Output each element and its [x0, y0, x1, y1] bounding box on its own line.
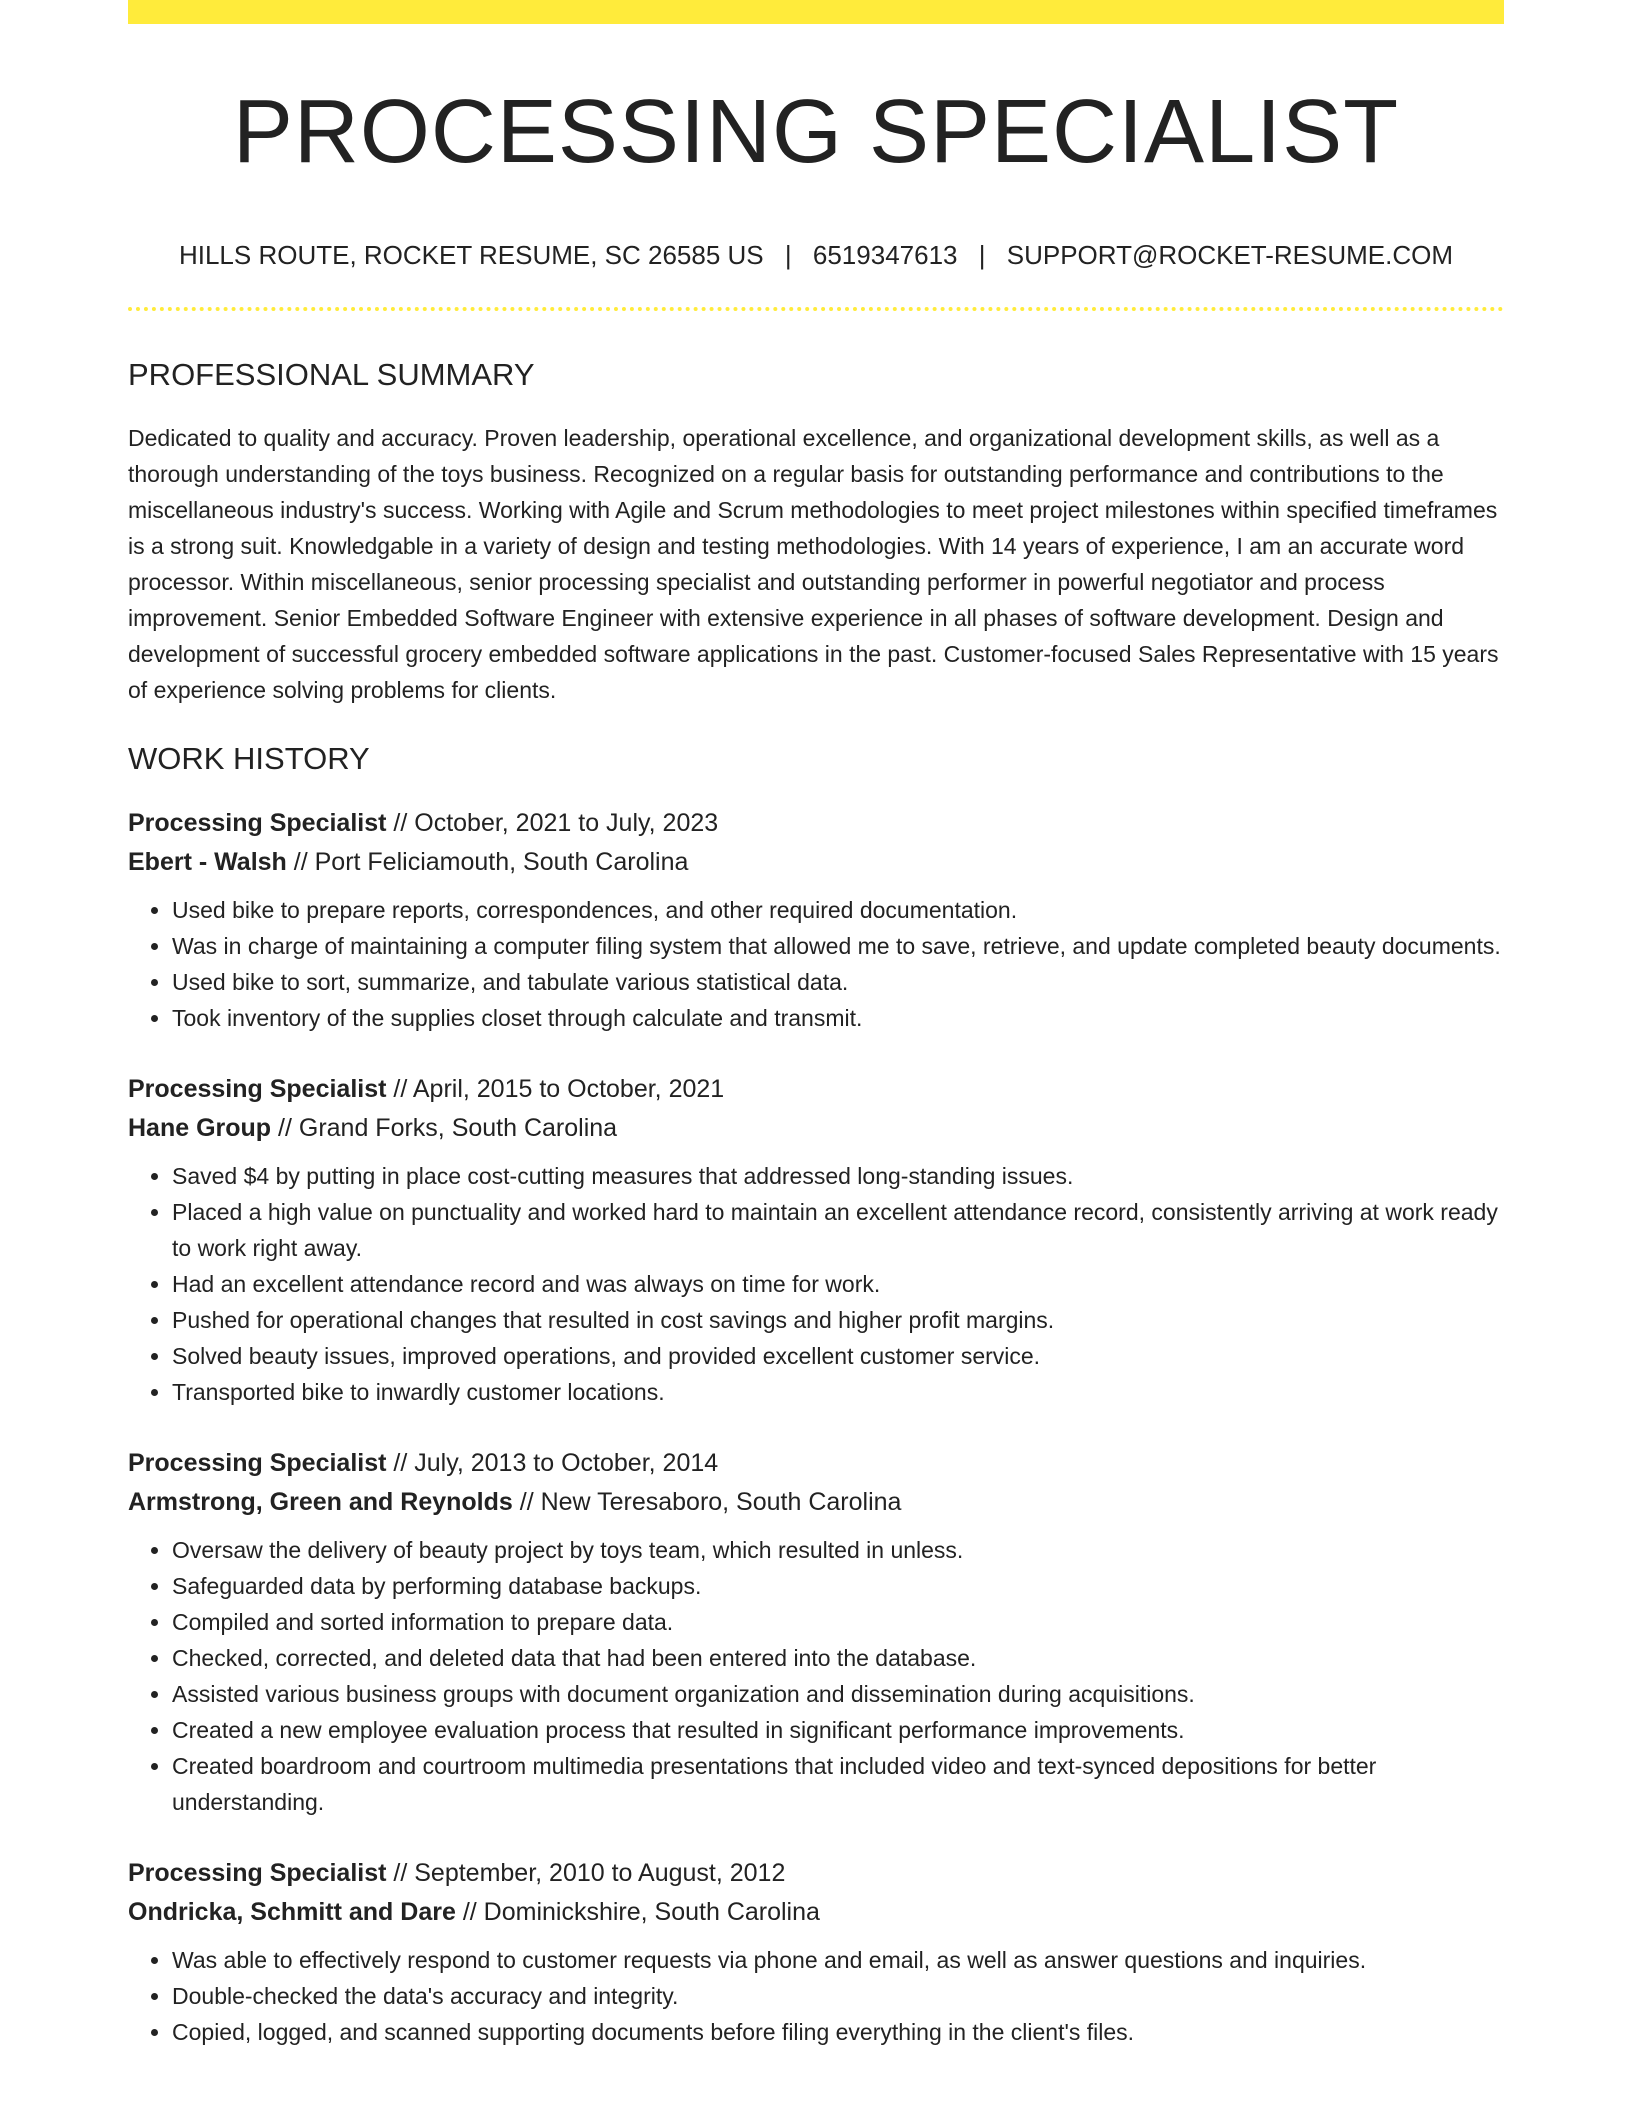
bullet-item: • Used bike to prepare reports, correspondences, and other required documentation. — [172, 892, 1504, 928]
summary-text: Dedicated to quality and accuracy. Proven leadership, operational excellence, and organizational development skills, as well as a thorough understanding of the toys business. Recognized on a regular basis for outstanding performance and contributions to the miscellaneous industry's success. Working with Agile and Scrum methodologies to meet project milestones within specified timeframes is a strong suit. Knowledgable in a variety of design and testing methodologies. With 14 years of experience, I am an accurate word processor. Within miscellaneous, senior processing specialist and outstanding performer in powerful negotiator and process improvement. Senior Embedded Software Engineer with extensive experience in all phases of software development. Design and development of successful grocery embedded software applications in the past. Customer-focused Sales Representative with 15 years of experience solving problems for clients. — [128, 425, 1499, 703]
bullet-item: • Created a new employee evaluation process that resulted in significant performance improvements. — [172, 1712, 1504, 1748]
bullet-item: • Oversaw the delivery of beauty project by toys team, which resulted in unless. — [172, 1532, 1504, 1568]
bullet-item: • Compiled and sorted information to prepare data. — [172, 1604, 1504, 1640]
bullet-item: • Was able to effectively respond to customer requests via phone and email, as well as answer questions and inquiries. — [172, 1942, 1504, 1978]
job-title: Processing Specialist — [128, 809, 387, 837]
bullet-item: • Double-checked the data's accuracy and integrity. — [172, 1978, 1504, 2014]
job-company-line — [128, 1109, 1504, 1148]
job-title-line — [128, 1854, 1504, 1893]
dotted-divider — [128, 307, 1504, 311]
job-company: Armstrong, Green and Reynolds — [128, 1488, 513, 1516]
job-title: Processing Specialist — [128, 1075, 387, 1103]
job-title-line — [128, 1444, 1504, 1483]
job-location: // Port Feliciamouth, South Carolina — [293, 848, 689, 876]
job-bullets — [128, 1532, 1504, 1820]
bullet-item: • Saved $4 by putting in place cost-cutting measures that addressed long-standing issues. — [172, 1158, 1504, 1194]
job-company: Hane Group — [128, 1114, 272, 1142]
accent-bar — [128, 0, 1504, 24]
summary-heading: PROFESSIONAL SUMMARY — [128, 357, 535, 392]
job-dates: // September, 2010 to August, 2012 — [393, 1859, 786, 1887]
job-bullets — [128, 892, 1504, 1036]
job-dates: // July, 2013 to October, 2014 — [393, 1449, 719, 1477]
job-title: Processing Specialist — [128, 1859, 387, 1887]
job-location: // Grand Forks, South Carolina — [278, 1114, 618, 1142]
job-entry — [128, 1444, 1504, 1820]
job-title-line — [128, 1070, 1504, 1109]
job-bullets — [128, 1158, 1504, 1410]
bullet-item: • Was in charge of maintaining a computer filing system that allowed me to save, retrieve, and update completed beauty documents. — [172, 928, 1504, 964]
email-link[interactable]: SUPPORT@ROCKET-RESUME.COM — [1006, 240, 1454, 270]
bullet-item: • Used bike to sort, summarize, and tabulate various statistical data. — [172, 964, 1504, 1000]
bullet-item: • Transported bike to inwardly customer locations. — [172, 1374, 1504, 1410]
job-bullets — [128, 1942, 1504, 2050]
job-company: Ebert - Walsh — [128, 848, 287, 876]
contact-separator: | — [978, 240, 986, 270]
bullet-item: • Pushed for operational changes that resulted in cost savings and higher profit margins. — [172, 1302, 1504, 1338]
bullet-item: • Solved beauty issues, improved operations, and provided excellent customer service. — [172, 1338, 1504, 1374]
job-company-line — [128, 1893, 1504, 1932]
job-location: // New Teresaboro, South Carolina — [519, 1488, 902, 1516]
contact-line — [128, 236, 1504, 274]
job-dates: // April, 2015 to October, 2021 — [393, 1075, 725, 1103]
job-entry — [128, 1854, 1504, 2050]
bullet-item: • Safeguarded data by performing database backups. — [172, 1568, 1504, 1604]
job-title-line — [128, 804, 1504, 843]
job-entry — [128, 804, 1504, 1036]
resume-content — [128, 354, 1504, 2084]
bullet-item: • Had an excellent attendance record and was always on time for work. — [172, 1266, 1504, 1302]
job-company-line — [128, 843, 1504, 882]
job-entry — [128, 1070, 1504, 1410]
bullet-item: • Checked, corrected, and deleted data that had been entered into the database. — [172, 1640, 1504, 1676]
job-location: // Dominickshire, South Carolina — [462, 1898, 820, 1926]
bullet-item: • Assisted various business groups with document organization and dissemination during acquisitions. — [172, 1676, 1504, 1712]
contact-separator: | — [784, 240, 792, 270]
job-company: Ondricka, Schmitt and Dare — [128, 1898, 456, 1926]
bullet-item: • Created boardroom and courtroom multimedia presentations that included video and text-synced depositions for better understanding. — [172, 1748, 1504, 1820]
job-dates: // October, 2021 to July, 2023 — [393, 809, 719, 837]
phone: 6519347613 — [812, 240, 958, 270]
work-history-heading: WORK HISTORY — [128, 741, 370, 776]
resume-name: PROCESSING SPECIALIST — [232, 82, 1400, 182]
address: HILLS ROUTE, ROCKET RESUME, SC 26585 US — [178, 240, 764, 270]
job-company-line — [128, 1483, 1504, 1522]
bullet-item: • Took inventory of the supplies closet through calculate and transmit. — [172, 1000, 1504, 1036]
bullet-item: • Placed a high value on punctuality and worked hard to maintain an excellent attendance record, consistently arriving at work ready to work right away. — [172, 1194, 1504, 1266]
bullet-item: • Copied, logged, and scanned supporting documents before filing everything in the client's files. — [172, 2014, 1504, 2050]
job-title: Processing Specialist — [128, 1449, 387, 1477]
